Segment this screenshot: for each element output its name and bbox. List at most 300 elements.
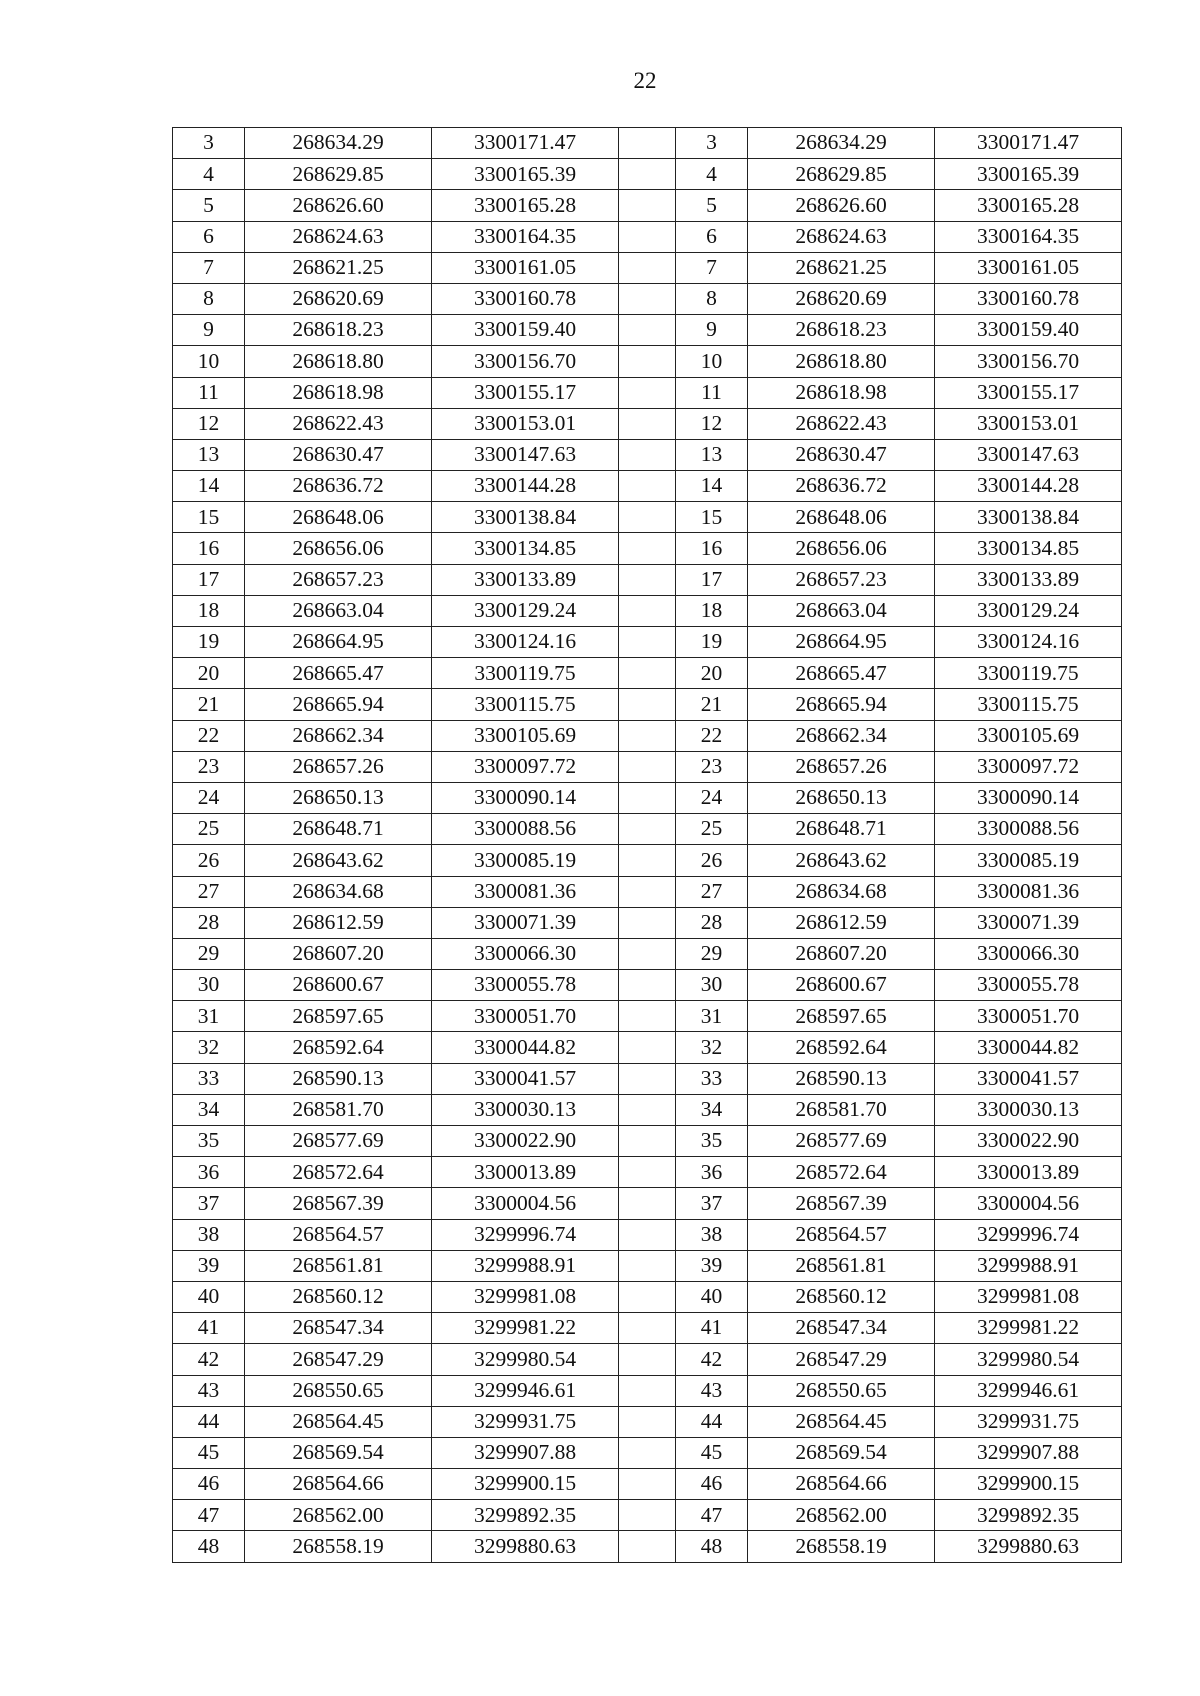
left-point-number-cell: 23 (173, 751, 245, 782)
right-x-coordinate-cell: 268561.81 (748, 1250, 935, 1281)
right-y-coordinate-cell: 3300055.78 (935, 970, 1122, 1001)
right-x-coordinate-cell: 268620.69 (748, 283, 935, 314)
right-point-number-cell: 20 (676, 658, 748, 689)
right-x-coordinate-cell: 268665.94 (748, 689, 935, 720)
left-x-coordinate-cell: 268597.65 (245, 1001, 432, 1032)
left-y-coordinate-cell: 3300138.84 (432, 502, 619, 533)
empty-separator-cell (619, 1531, 676, 1562)
right-x-coordinate-cell: 268560.12 (748, 1281, 935, 1312)
right-point-number-cell: 13 (676, 439, 748, 470)
left-x-coordinate-cell: 268618.80 (245, 346, 432, 377)
right-point-number-cell: 11 (676, 377, 748, 408)
left-y-coordinate-cell: 3300055.78 (432, 970, 619, 1001)
empty-separator-cell (619, 1281, 676, 1312)
right-x-coordinate-cell: 268621.25 (748, 252, 935, 283)
right-y-coordinate-cell: 3300164.35 (935, 221, 1122, 252)
right-x-coordinate-cell: 268607.20 (748, 938, 935, 969)
table-row (173, 689, 1122, 720)
right-point-number-cell: 12 (676, 408, 748, 439)
empty-separator-cell (619, 970, 676, 1001)
left-point-number-cell: 32 (173, 1032, 245, 1063)
right-y-coordinate-cell: 3299981.08 (935, 1281, 1122, 1312)
left-x-coordinate-cell: 268648.06 (245, 502, 432, 533)
right-point-number-cell: 21 (676, 689, 748, 720)
left-point-number-cell: 26 (173, 845, 245, 876)
right-y-coordinate-cell: 3300124.16 (935, 627, 1122, 658)
right-x-coordinate-cell: 268634.68 (748, 876, 935, 907)
empty-separator-cell (619, 845, 676, 876)
right-x-coordinate-cell: 268569.54 (748, 1437, 935, 1468)
left-point-number-cell: 13 (173, 439, 245, 470)
left-y-coordinate-cell: 3300004.56 (432, 1188, 619, 1219)
table-row (173, 876, 1122, 907)
right-y-coordinate-cell: 3300171.47 (935, 128, 1122, 159)
empty-separator-cell (619, 159, 676, 190)
left-point-number-cell: 8 (173, 283, 245, 314)
empty-separator-cell (619, 221, 676, 252)
right-y-coordinate-cell: 3300133.89 (935, 564, 1122, 595)
right-x-coordinate-cell: 268564.66 (748, 1469, 935, 1500)
right-x-coordinate-cell: 268622.43 (748, 408, 935, 439)
table-row (173, 751, 1122, 782)
empty-separator-cell (619, 689, 676, 720)
empty-separator-cell (619, 720, 676, 751)
left-point-number-cell: 5 (173, 190, 245, 221)
right-x-coordinate-cell: 268562.00 (748, 1500, 935, 1531)
empty-separator-cell (619, 627, 676, 658)
right-x-coordinate-cell: 268634.29 (748, 128, 935, 159)
left-point-number-cell: 44 (173, 1406, 245, 1437)
empty-separator-cell (619, 471, 676, 502)
table-row (173, 159, 1122, 190)
right-y-coordinate-cell: 3300041.57 (935, 1063, 1122, 1094)
right-y-coordinate-cell: 3300085.19 (935, 845, 1122, 876)
right-y-coordinate-cell: 3299988.91 (935, 1250, 1122, 1281)
right-point-number-cell: 42 (676, 1344, 748, 1375)
table-row (173, 938, 1122, 969)
left-y-coordinate-cell: 3300066.30 (432, 938, 619, 969)
right-point-number-cell: 32 (676, 1032, 748, 1063)
table-row (173, 221, 1122, 252)
right-y-coordinate-cell: 3300044.82 (935, 1032, 1122, 1063)
empty-separator-cell (619, 938, 676, 969)
left-y-coordinate-cell: 3300115.75 (432, 689, 619, 720)
left-x-coordinate-cell: 268618.98 (245, 377, 432, 408)
right-point-number-cell: 45 (676, 1437, 748, 1468)
right-x-coordinate-cell: 268629.85 (748, 159, 935, 190)
left-y-coordinate-cell: 3300119.75 (432, 658, 619, 689)
left-y-coordinate-cell: 3300090.14 (432, 782, 619, 813)
right-y-coordinate-cell: 3300066.30 (935, 938, 1122, 969)
table-row (173, 439, 1122, 470)
right-point-number-cell: 33 (676, 1063, 748, 1094)
empty-separator-cell (619, 751, 676, 782)
right-x-coordinate-cell: 268600.67 (748, 970, 935, 1001)
left-point-number-cell: 9 (173, 315, 245, 346)
left-y-coordinate-cell: 3299931.75 (432, 1406, 619, 1437)
coordinates-table (172, 127, 1122, 1563)
left-point-number-cell: 28 (173, 907, 245, 938)
left-point-number-cell: 43 (173, 1375, 245, 1406)
left-point-number-cell: 33 (173, 1063, 245, 1094)
table-row (173, 627, 1122, 658)
empty-separator-cell (619, 782, 676, 813)
right-y-coordinate-cell: 3300013.89 (935, 1157, 1122, 1188)
table-row (173, 1500, 1122, 1531)
right-y-coordinate-cell: 3300097.72 (935, 751, 1122, 782)
left-x-coordinate-cell: 268600.67 (245, 970, 432, 1001)
table-row (173, 346, 1122, 377)
right-x-coordinate-cell: 268564.57 (748, 1219, 935, 1250)
right-x-coordinate-cell: 268618.98 (748, 377, 935, 408)
left-point-number-cell: 36 (173, 1157, 245, 1188)
left-x-coordinate-cell: 268622.43 (245, 408, 432, 439)
table-row (173, 252, 1122, 283)
left-x-coordinate-cell: 268564.45 (245, 1406, 432, 1437)
left-y-coordinate-cell: 3300097.72 (432, 751, 619, 782)
left-x-coordinate-cell: 268656.06 (245, 533, 432, 564)
right-point-number-cell: 28 (676, 907, 748, 938)
left-point-number-cell: 38 (173, 1219, 245, 1250)
left-point-number-cell: 3 (173, 128, 245, 159)
right-y-coordinate-cell: 3300051.70 (935, 1001, 1122, 1032)
empty-separator-cell (619, 907, 676, 938)
left-y-coordinate-cell: 3299981.22 (432, 1313, 619, 1344)
left-point-number-cell: 17 (173, 564, 245, 595)
right-y-coordinate-cell: 3299981.22 (935, 1313, 1122, 1344)
right-y-coordinate-cell: 3300090.14 (935, 782, 1122, 813)
empty-separator-cell (619, 1032, 676, 1063)
right-x-coordinate-cell: 268590.13 (748, 1063, 935, 1094)
right-point-number-cell: 5 (676, 190, 748, 221)
left-y-coordinate-cell: 3300044.82 (432, 1032, 619, 1063)
empty-separator-cell (619, 1313, 676, 1344)
left-point-number-cell: 12 (173, 408, 245, 439)
table-row (173, 1281, 1122, 1312)
left-x-coordinate-cell: 268629.85 (245, 159, 432, 190)
empty-separator-cell (619, 1063, 676, 1094)
right-x-coordinate-cell: 268547.29 (748, 1344, 935, 1375)
left-x-coordinate-cell: 268577.69 (245, 1126, 432, 1157)
right-point-number-cell: 15 (676, 502, 748, 533)
left-x-coordinate-cell: 268560.12 (245, 1281, 432, 1312)
left-y-coordinate-cell: 3300160.78 (432, 283, 619, 314)
left-point-number-cell: 48 (173, 1531, 245, 1562)
left-x-coordinate-cell: 268618.23 (245, 315, 432, 346)
left-point-number-cell: 20 (173, 658, 245, 689)
left-x-coordinate-cell: 268550.65 (245, 1375, 432, 1406)
left-y-coordinate-cell: 3300085.19 (432, 845, 619, 876)
right-x-coordinate-cell: 268581.70 (748, 1094, 935, 1125)
table-row (173, 1126, 1122, 1157)
right-point-number-cell: 17 (676, 564, 748, 595)
right-y-coordinate-cell: 3299900.15 (935, 1469, 1122, 1500)
right-y-coordinate-cell: 3300138.84 (935, 502, 1122, 533)
left-x-coordinate-cell: 268657.23 (245, 564, 432, 595)
right-y-coordinate-cell: 3300165.39 (935, 159, 1122, 190)
right-y-coordinate-cell: 3300147.63 (935, 439, 1122, 470)
left-y-coordinate-cell: 3300165.39 (432, 159, 619, 190)
table-row (173, 970, 1122, 1001)
left-x-coordinate-cell: 268564.57 (245, 1219, 432, 1250)
right-point-number-cell: 47 (676, 1500, 748, 1531)
left-point-number-cell: 11 (173, 377, 245, 408)
empty-separator-cell (619, 1219, 676, 1250)
right-y-coordinate-cell: 3299880.63 (935, 1531, 1122, 1562)
right-point-number-cell: 39 (676, 1250, 748, 1281)
right-x-coordinate-cell: 268572.64 (748, 1157, 935, 1188)
left-y-coordinate-cell: 3300147.63 (432, 439, 619, 470)
right-point-number-cell: 38 (676, 1219, 748, 1250)
empty-separator-cell (619, 533, 676, 564)
table-row (173, 782, 1122, 813)
left-x-coordinate-cell: 268592.64 (245, 1032, 432, 1063)
right-point-number-cell: 29 (676, 938, 748, 969)
empty-separator-cell (619, 377, 676, 408)
right-point-number-cell: 10 (676, 346, 748, 377)
left-point-number-cell: 21 (173, 689, 245, 720)
right-x-coordinate-cell: 268636.72 (748, 471, 935, 502)
left-y-coordinate-cell: 3299981.08 (432, 1281, 619, 1312)
right-y-coordinate-cell: 3300155.17 (935, 377, 1122, 408)
table-row (173, 1219, 1122, 1250)
left-y-coordinate-cell: 3300161.05 (432, 252, 619, 283)
left-x-coordinate-cell: 268663.04 (245, 595, 432, 626)
left-point-number-cell: 41 (173, 1313, 245, 1344)
empty-separator-cell (619, 658, 676, 689)
left-y-coordinate-cell: 3299996.74 (432, 1219, 619, 1250)
table-row (173, 1469, 1122, 1500)
left-point-number-cell: 6 (173, 221, 245, 252)
table-row (173, 283, 1122, 314)
right-x-coordinate-cell: 268597.65 (748, 1001, 935, 1032)
right-point-number-cell: 46 (676, 1469, 748, 1500)
right-point-number-cell: 34 (676, 1094, 748, 1125)
right-y-coordinate-cell: 3299931.75 (935, 1406, 1122, 1437)
right-x-coordinate-cell: 268618.80 (748, 346, 935, 377)
table-row (173, 564, 1122, 595)
left-y-coordinate-cell: 3300105.69 (432, 720, 619, 751)
empty-separator-cell (619, 252, 676, 283)
right-y-coordinate-cell: 3300115.75 (935, 689, 1122, 720)
left-y-coordinate-cell: 3300041.57 (432, 1063, 619, 1094)
table-row (173, 1063, 1122, 1094)
left-x-coordinate-cell: 268634.29 (245, 128, 432, 159)
left-x-coordinate-cell: 268643.62 (245, 845, 432, 876)
left-y-coordinate-cell: 3299880.63 (432, 1531, 619, 1562)
right-x-coordinate-cell: 268592.64 (748, 1032, 935, 1063)
empty-separator-cell (619, 1500, 676, 1531)
left-x-coordinate-cell: 268630.47 (245, 439, 432, 470)
table-row (173, 1531, 1122, 1562)
table-row (173, 502, 1122, 533)
left-x-coordinate-cell: 268636.72 (245, 471, 432, 502)
right-y-coordinate-cell: 3300144.28 (935, 471, 1122, 502)
table-row (173, 814, 1122, 845)
table-row (173, 595, 1122, 626)
table-row (173, 1375, 1122, 1406)
left-y-coordinate-cell: 3299946.61 (432, 1375, 619, 1406)
left-x-coordinate-cell: 268547.34 (245, 1313, 432, 1344)
left-point-number-cell: 35 (173, 1126, 245, 1157)
empty-separator-cell (619, 128, 676, 159)
left-point-number-cell: 39 (173, 1250, 245, 1281)
left-y-coordinate-cell: 3300081.36 (432, 876, 619, 907)
table-row (173, 1094, 1122, 1125)
table-row (173, 1157, 1122, 1188)
left-x-coordinate-cell: 268624.63 (245, 221, 432, 252)
left-y-coordinate-cell: 3300164.35 (432, 221, 619, 252)
left-point-number-cell: 40 (173, 1281, 245, 1312)
left-point-number-cell: 27 (173, 876, 245, 907)
left-x-coordinate-cell: 268612.59 (245, 907, 432, 938)
right-y-coordinate-cell: 3300156.70 (935, 346, 1122, 377)
empty-separator-cell (619, 1250, 676, 1281)
table-row (173, 845, 1122, 876)
right-point-number-cell: 6 (676, 221, 748, 252)
empty-separator-cell (619, 595, 676, 626)
empty-separator-cell (619, 1437, 676, 1468)
right-x-coordinate-cell: 268648.06 (748, 502, 935, 533)
left-x-coordinate-cell: 268547.29 (245, 1344, 432, 1375)
left-y-coordinate-cell: 3299980.54 (432, 1344, 619, 1375)
left-y-coordinate-cell: 3299907.88 (432, 1437, 619, 1468)
right-point-number-cell: 4 (676, 159, 748, 190)
left-x-coordinate-cell: 268561.81 (245, 1250, 432, 1281)
left-y-coordinate-cell: 3300071.39 (432, 907, 619, 938)
empty-separator-cell (619, 1188, 676, 1219)
right-x-coordinate-cell: 268626.60 (748, 190, 935, 221)
right-y-coordinate-cell: 3299907.88 (935, 1437, 1122, 1468)
empty-separator-cell (619, 814, 676, 845)
left-point-number-cell: 25 (173, 814, 245, 845)
left-x-coordinate-cell: 268562.00 (245, 1500, 432, 1531)
left-x-coordinate-cell: 268662.34 (245, 720, 432, 751)
left-y-coordinate-cell: 3300013.89 (432, 1157, 619, 1188)
right-y-coordinate-cell: 3300088.56 (935, 814, 1122, 845)
right-x-coordinate-cell: 268624.63 (748, 221, 935, 252)
left-y-coordinate-cell: 3300030.13 (432, 1094, 619, 1125)
right-y-coordinate-cell: 3300129.24 (935, 595, 1122, 626)
right-y-coordinate-cell: 3300004.56 (935, 1188, 1122, 1219)
right-y-coordinate-cell: 3300159.40 (935, 315, 1122, 346)
left-point-number-cell: 4 (173, 159, 245, 190)
right-point-number-cell: 22 (676, 720, 748, 751)
empty-separator-cell (619, 564, 676, 595)
right-x-coordinate-cell: 268643.62 (748, 845, 935, 876)
empty-separator-cell (619, 1094, 676, 1125)
table-row (173, 190, 1122, 221)
left-point-number-cell: 14 (173, 471, 245, 502)
right-x-coordinate-cell: 268630.47 (748, 439, 935, 470)
right-point-number-cell: 14 (676, 471, 748, 502)
left-x-coordinate-cell: 268620.69 (245, 283, 432, 314)
right-x-coordinate-cell: 268662.34 (748, 720, 935, 751)
right-x-coordinate-cell: 268663.04 (748, 595, 935, 626)
right-x-coordinate-cell: 268564.45 (748, 1406, 935, 1437)
left-x-coordinate-cell: 268665.47 (245, 658, 432, 689)
table-row (173, 1313, 1122, 1344)
right-point-number-cell: 48 (676, 1531, 748, 1562)
left-point-number-cell: 19 (173, 627, 245, 658)
left-x-coordinate-cell: 268558.19 (245, 1531, 432, 1562)
right-point-number-cell: 24 (676, 782, 748, 813)
left-y-coordinate-cell: 3300156.70 (432, 346, 619, 377)
left-x-coordinate-cell: 268621.25 (245, 252, 432, 283)
right-x-coordinate-cell: 268612.59 (748, 907, 935, 938)
left-x-coordinate-cell: 268650.13 (245, 782, 432, 813)
right-point-number-cell: 16 (676, 533, 748, 564)
right-x-coordinate-cell: 268665.47 (748, 658, 935, 689)
right-y-coordinate-cell: 3300030.13 (935, 1094, 1122, 1125)
empty-separator-cell (619, 1157, 676, 1188)
empty-separator-cell (619, 439, 676, 470)
left-point-number-cell: 34 (173, 1094, 245, 1125)
right-x-coordinate-cell: 268567.39 (748, 1188, 935, 1219)
right-point-number-cell: 31 (676, 1001, 748, 1032)
left-y-coordinate-cell: 3300088.56 (432, 814, 619, 845)
empty-separator-cell (619, 1406, 676, 1437)
right-point-number-cell: 19 (676, 627, 748, 658)
left-x-coordinate-cell: 268567.39 (245, 1188, 432, 1219)
right-point-number-cell: 18 (676, 595, 748, 626)
left-point-number-cell: 18 (173, 595, 245, 626)
right-y-coordinate-cell: 3299946.61 (935, 1375, 1122, 1406)
empty-separator-cell (619, 190, 676, 221)
left-y-coordinate-cell: 3299892.35 (432, 1500, 619, 1531)
table-row (173, 128, 1122, 159)
right-point-number-cell: 44 (676, 1406, 748, 1437)
table-row (173, 907, 1122, 938)
left-y-coordinate-cell: 3300165.28 (432, 190, 619, 221)
table-row (173, 1406, 1122, 1437)
left-x-coordinate-cell: 268664.95 (245, 627, 432, 658)
right-y-coordinate-cell: 3300134.85 (935, 533, 1122, 564)
empty-separator-cell (619, 1001, 676, 1032)
left-x-coordinate-cell: 268626.60 (245, 190, 432, 221)
left-y-coordinate-cell: 3300155.17 (432, 377, 619, 408)
right-point-number-cell: 8 (676, 283, 748, 314)
empty-separator-cell (619, 1126, 676, 1157)
right-point-number-cell: 25 (676, 814, 748, 845)
table-row (173, 533, 1122, 564)
left-point-number-cell: 22 (173, 720, 245, 751)
table-row (173, 1344, 1122, 1375)
left-point-number-cell: 15 (173, 502, 245, 533)
left-y-coordinate-cell: 3300022.90 (432, 1126, 619, 1157)
right-point-number-cell: 41 (676, 1313, 748, 1344)
coordinates-table-body (173, 128, 1122, 1563)
empty-separator-cell (619, 1344, 676, 1375)
table-row (173, 658, 1122, 689)
right-point-number-cell: 43 (676, 1375, 748, 1406)
left-y-coordinate-cell: 3299988.91 (432, 1250, 619, 1281)
left-y-coordinate-cell: 3300134.85 (432, 533, 619, 564)
right-x-coordinate-cell: 268657.26 (748, 751, 935, 782)
left-point-number-cell: 47 (173, 1500, 245, 1531)
left-point-number-cell: 7 (173, 252, 245, 283)
empty-separator-cell (619, 283, 676, 314)
table-row (173, 1001, 1122, 1032)
table-row (173, 1032, 1122, 1063)
table-row (173, 720, 1122, 751)
right-point-number-cell: 35 (676, 1126, 748, 1157)
right-x-coordinate-cell: 268558.19 (748, 1531, 935, 1562)
left-x-coordinate-cell: 268634.68 (245, 876, 432, 907)
empty-separator-cell (619, 408, 676, 439)
left-y-coordinate-cell: 3300144.28 (432, 471, 619, 502)
empty-separator-cell (619, 315, 676, 346)
